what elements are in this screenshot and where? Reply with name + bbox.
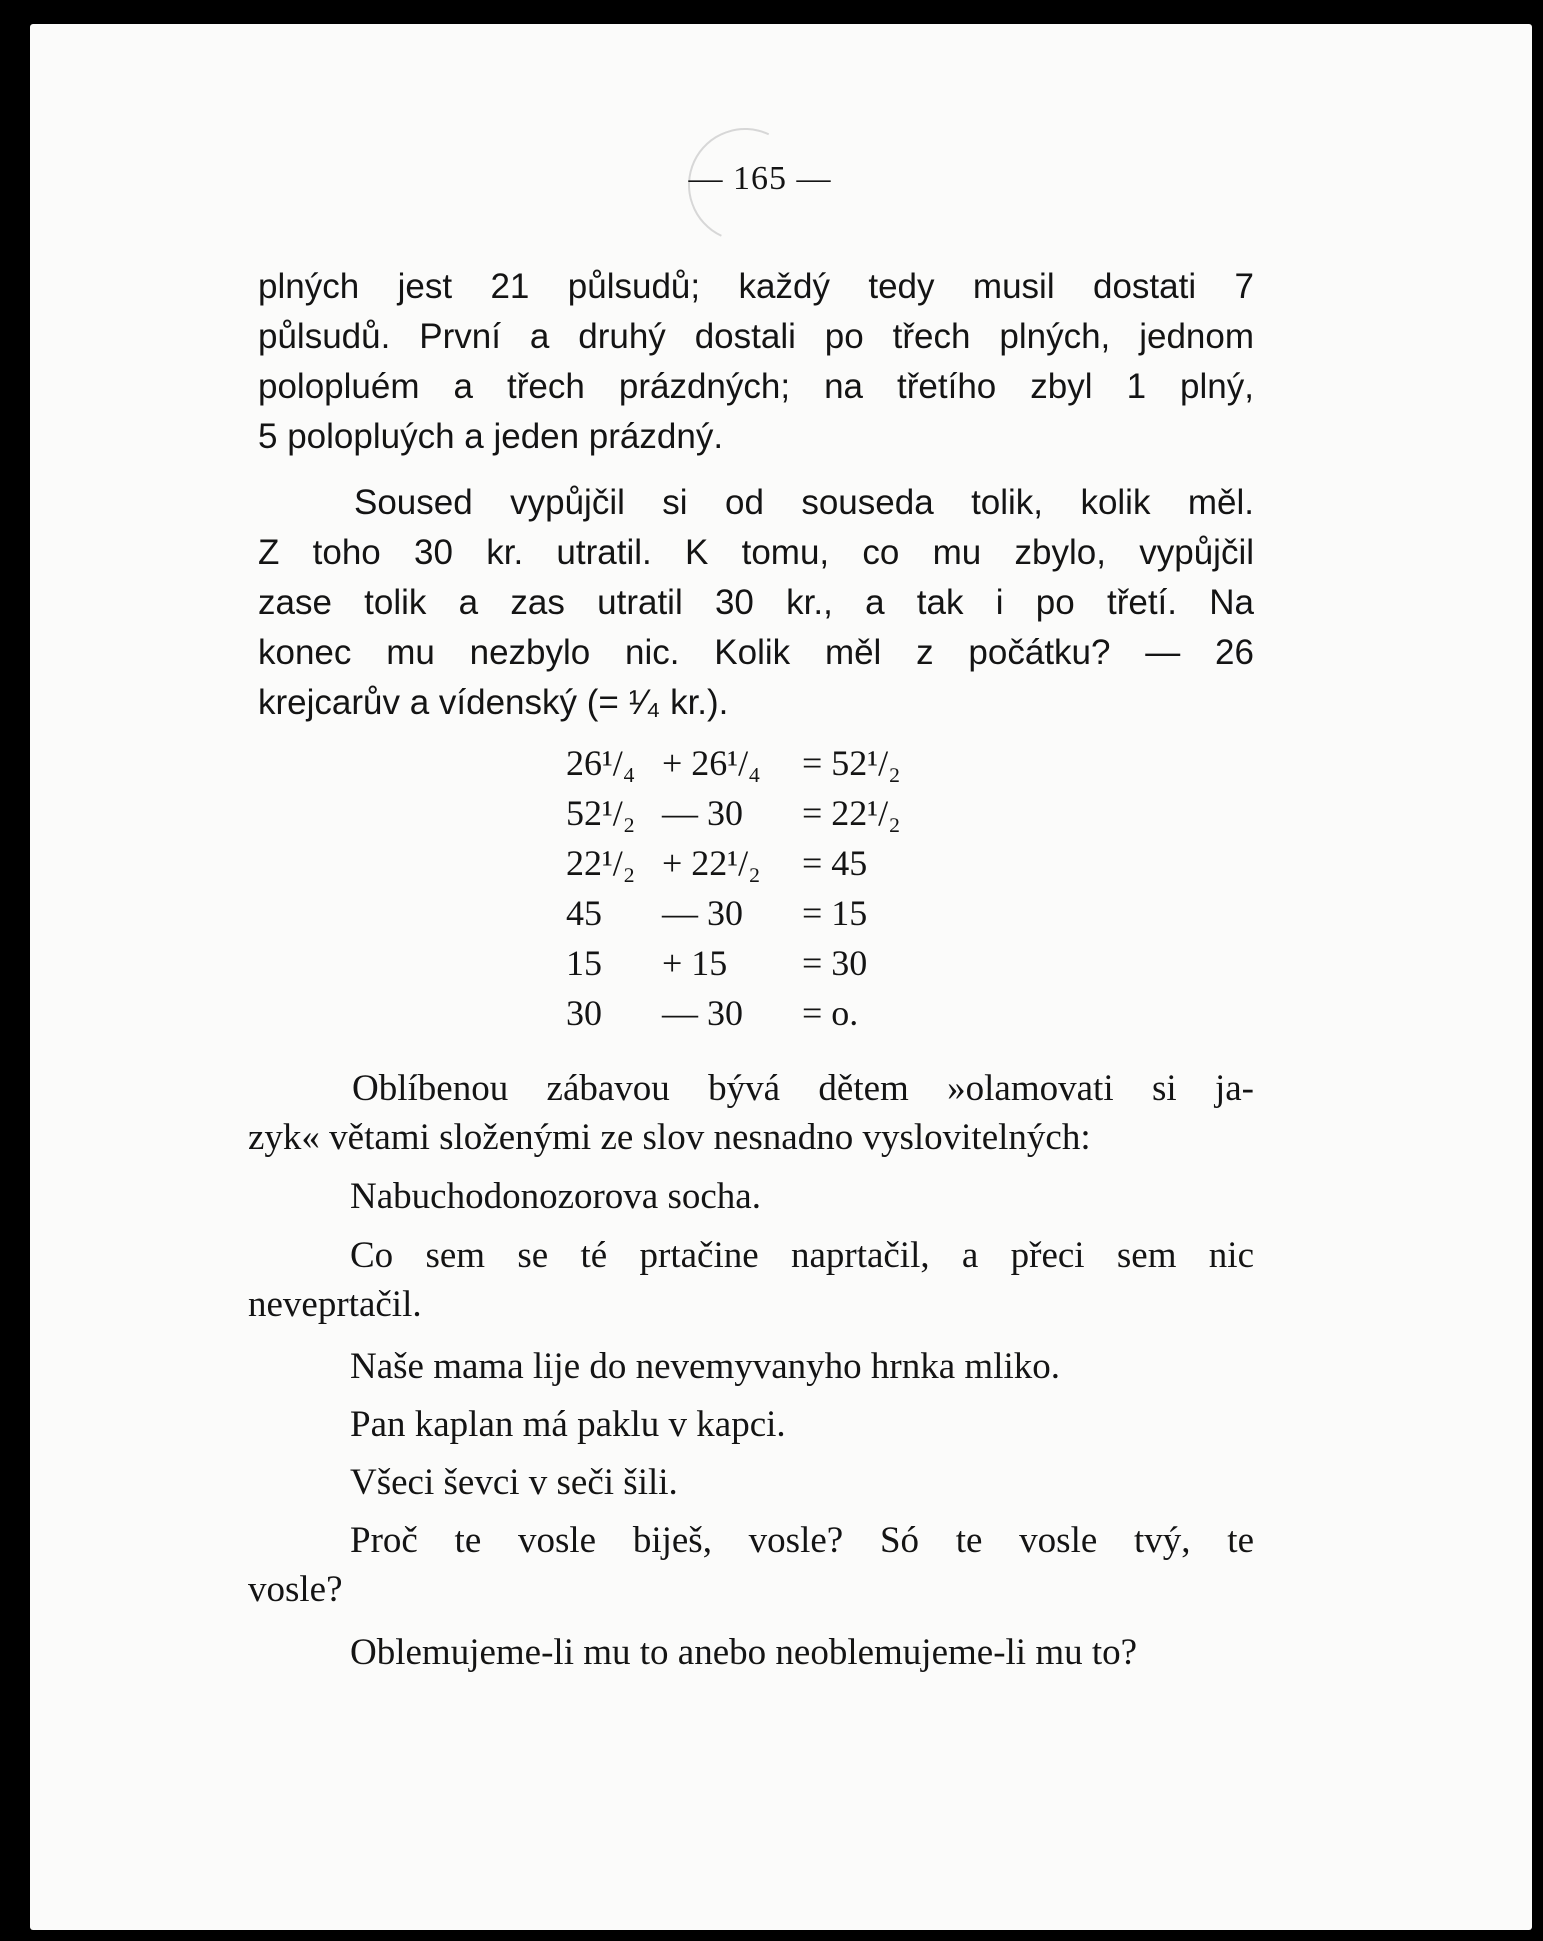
tongue-twister-item bbox=[350, 1400, 1254, 1449]
text-line: Soused vypůjčil si od souseda tolik, kolik měl. bbox=[354, 483, 1254, 522]
operation: + 15 bbox=[662, 943, 728, 983]
tongue-twister-item bbox=[350, 1458, 1254, 1507]
page-number: — 165 — bbox=[688, 160, 832, 197]
calculation-row bbox=[566, 788, 942, 838]
calculation-row bbox=[566, 888, 942, 938]
calculation-row bbox=[566, 838, 942, 888]
result: = o. bbox=[802, 993, 859, 1033]
text-line: plných jest 21 půlsudů; každý tedy musil dostati 7 bbox=[258, 267, 1254, 306]
result: = 15 bbox=[802, 893, 868, 933]
riddle-paragraph bbox=[258, 478, 1254, 728]
text-line: půlsudů. První a druhý dostali po třech plných, jednom bbox=[258, 317, 1254, 356]
text-line: 5 polopluých a jeden prázdný. bbox=[258, 417, 724, 456]
text-line: Všeci ševci v seči šili. bbox=[350, 1462, 678, 1503]
text-line: Oblíbenou zábavou bývá dětem »olamovati si ja- bbox=[352, 1068, 1254, 1109]
operation: — 30 bbox=[662, 993, 743, 1033]
tongue-twister-item bbox=[248, 1231, 1254, 1329]
text-line: konec mu nezbylo nic. Kolik měl z počátku? — 26 bbox=[258, 633, 1254, 672]
text-line: krejcarův a vídenský (= ¹⁄₄ kr.). bbox=[258, 683, 729, 722]
calculation-table bbox=[566, 738, 942, 1038]
operand: 22¹/₂ bbox=[566, 843, 636, 883]
operand: 15 bbox=[566, 943, 602, 983]
tongue-twister-item bbox=[248, 1516, 1254, 1614]
text-line: zase tolik a zas utratil 30 kr., a tak i po třetí. Na bbox=[258, 583, 1254, 622]
result: = 22¹/₂ bbox=[802, 793, 901, 833]
text-line: vosle? bbox=[248, 1569, 343, 1610]
result: = 52¹/₂ bbox=[802, 743, 901, 783]
text-line: Oblemujeme-li mu to anebo neoblemujeme-li mu to? bbox=[350, 1632, 1138, 1673]
text-line: zyk« větami složenými ze slov nesnadno vyslovitelných: bbox=[248, 1117, 1091, 1158]
top-paragraph bbox=[258, 262, 1254, 462]
operation: — 30 bbox=[662, 793, 743, 833]
calculation-row bbox=[566, 988, 942, 1038]
operation: + 26¹/₄ bbox=[662, 743, 761, 783]
text-line: Naše mama lije do nevemyvanyho hrnka mliko. bbox=[350, 1346, 1061, 1387]
text-line: neveprtačil. bbox=[248, 1284, 422, 1325]
operand: 30 bbox=[566, 993, 602, 1033]
result: = 30 bbox=[802, 943, 868, 983]
operand: 45 bbox=[566, 893, 602, 933]
text-line: Pan kaplan má paklu v kapci. bbox=[350, 1404, 786, 1445]
operation: — 30 bbox=[662, 893, 743, 933]
tongue-twister-intro bbox=[248, 1064, 1254, 1162]
calculation-row bbox=[566, 738, 942, 788]
operand: 52¹/₂ bbox=[566, 793, 636, 833]
tongue-twister-item bbox=[350, 1172, 1254, 1221]
tongue-twister-item bbox=[350, 1628, 1254, 1677]
text-line: Proč te vosle biješ, vosle? Só te vosle tvý, te bbox=[350, 1520, 1254, 1561]
text-line: Co sem se té prtačine naprtačil, a přeci sem nic bbox=[350, 1235, 1254, 1276]
text-line: Nabuchodonozorova socha. bbox=[350, 1176, 761, 1217]
text-line: polopluém a třech prázdných; na třetího zbyl 1 plný, bbox=[258, 367, 1254, 406]
tongue-twister-item bbox=[350, 1342, 1254, 1391]
result: = 45 bbox=[802, 843, 868, 883]
calculation-row bbox=[566, 938, 942, 988]
text-line: Z toho 30 kr. utratil. K tomu, co mu zbylo, vypůjčil bbox=[258, 533, 1254, 572]
operation: + 22¹/₂ bbox=[662, 843, 761, 883]
operand: 26¹/₄ bbox=[566, 743, 636, 783]
